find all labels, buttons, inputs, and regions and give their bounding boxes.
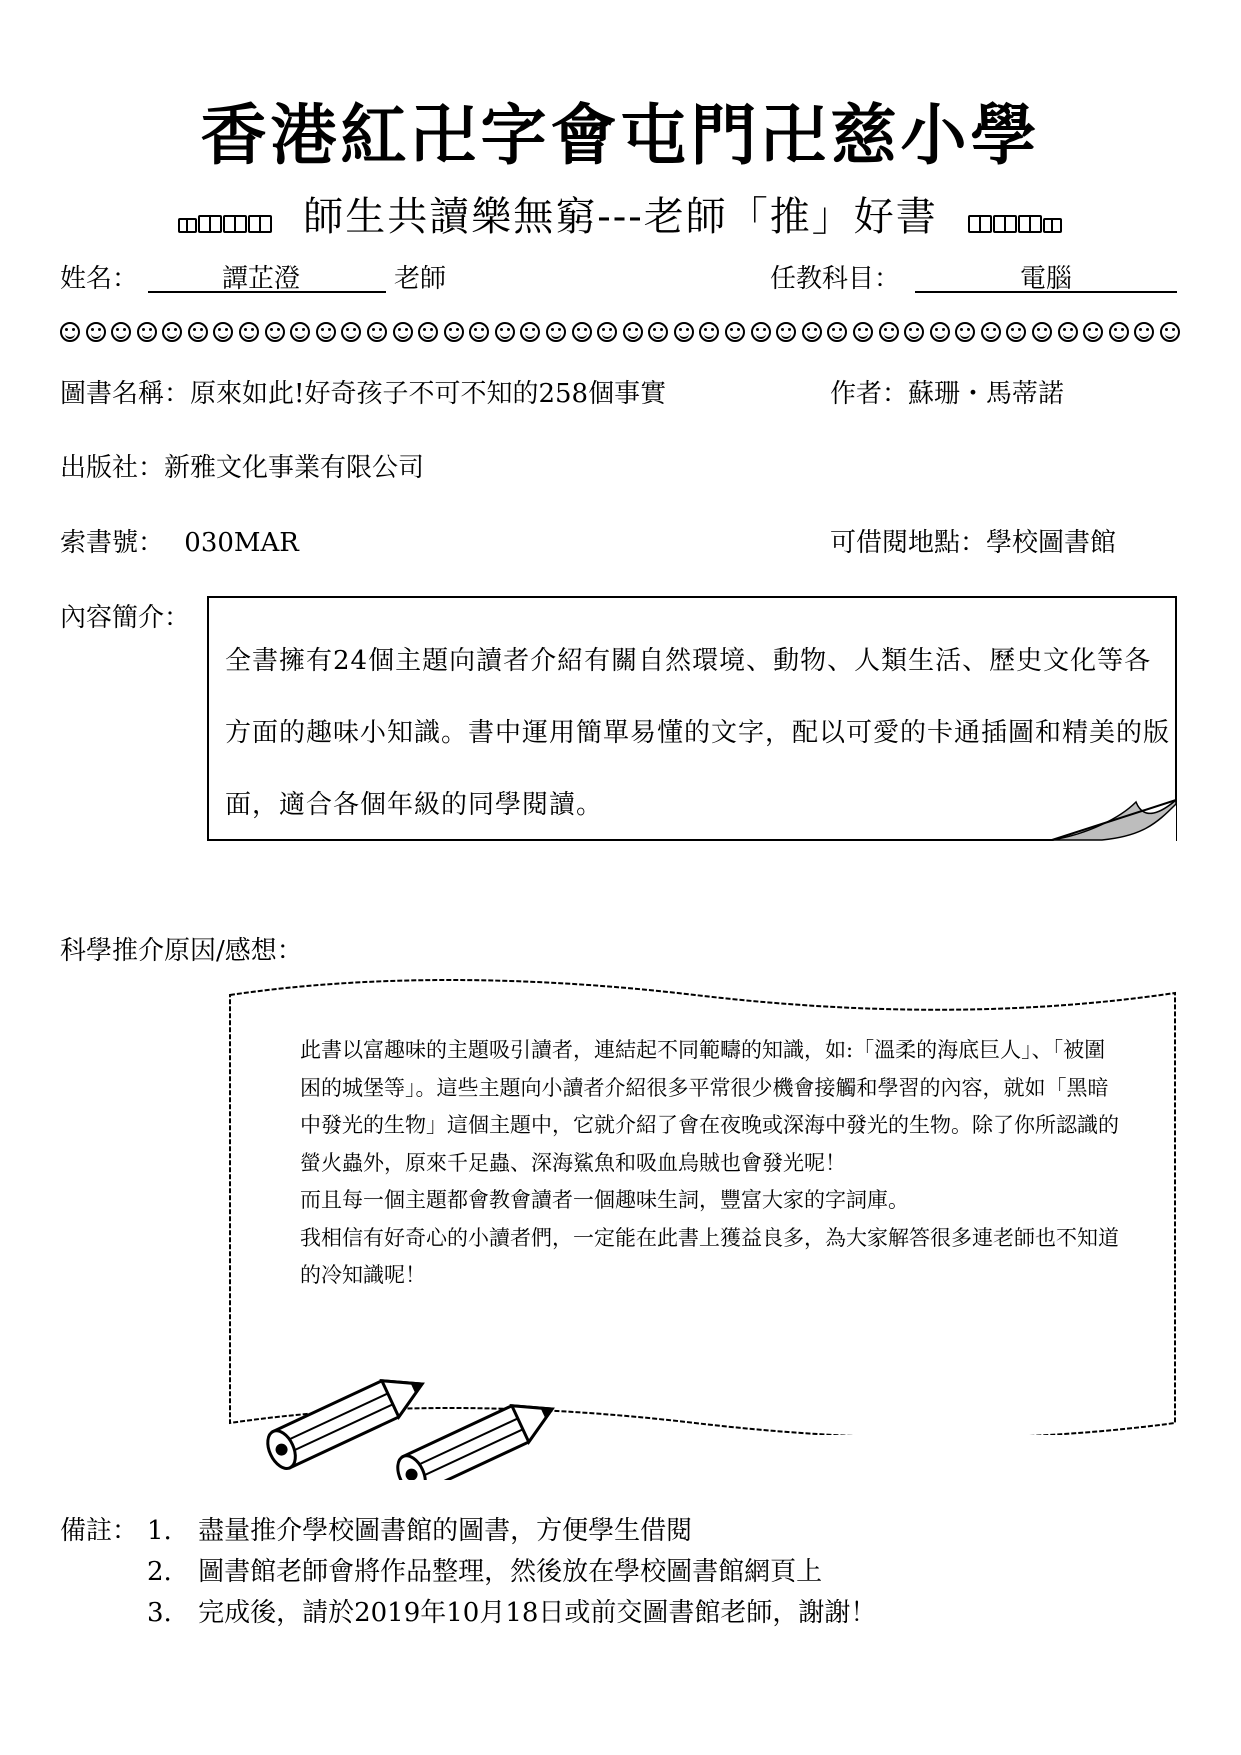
smiley-face-icon [1083,322,1103,342]
note-number: 3. [147,1598,172,1628]
smiley-face-icon [572,322,592,342]
smiley-face-icon [853,322,873,342]
smiley-face-icon [1134,322,1154,342]
smiley-face-icon [1160,322,1180,342]
subject-label: 任教科目： [770,264,901,294]
teacher-name-label: 姓名： [60,264,139,294]
publisher-row [60,447,424,484]
smiley-face-icon [904,322,924,342]
location-row [830,522,1116,559]
smiley-face-icon [316,322,336,342]
author-label: 作者： [830,379,909,409]
book-title-row [60,373,666,410]
subtitle-row [0,185,1241,243]
smiley-face-icon [1058,322,1078,342]
note-number: 1. [147,1516,172,1546]
smiley-face-icon [495,322,515,342]
summary-label: 內容簡介： [60,603,191,633]
smiley-face-icon [1006,322,1026,342]
smiley-face-icon [623,322,643,342]
reason-paragraph-1: 此書以富趣味的主題吸引讀者，連結起不同範疇的知識，如:「溫柔的海底巨人」、「被圍困的城堡等」。這些主題向小讀者介紹很多平常很少機會接觸和學習的內容，就如「黑暗中發光的生物」這個主題中，它就介紹了會在夜晚或深海中發光的生物。除了你所認識的螢火蟲外，原來千足蟲、深海鯊魚和吸血烏賊也會發光呢！ [300,1038,1119,1175]
reason-paragraph-2: 而且每一個主題都會教會讀者一個趣味生詞，豐富大家的字詞庫。 [300,1188,909,1212]
publisher-value: 新雅文化事業有限公司 [164,453,425,483]
smiley-face-icon [751,322,771,342]
smiley-face-icon [444,322,464,342]
smiley-face-icon [520,322,540,342]
smiley-face-icon [546,322,566,342]
teacher-title-suffix: 老師 [394,264,447,294]
notes-label: 備註： [60,1516,139,1546]
smiley-face-icon [60,322,80,342]
book-title-value: 原來如此!好奇孩子不可不知的258個事實 [190,379,667,409]
smiley-face-icon [648,322,668,342]
note-text: 圖書館老師會將作品整理，然後放在學校圖書館網頁上 [198,1557,823,1587]
book-title-label: 圖書名稱： [60,379,191,409]
call-number-label: 索書號： [60,528,165,558]
reason-text [300,1032,1120,1295]
note-number: 2. [147,1557,172,1587]
smiley-face-icon [162,322,182,342]
author-value: 蘇珊・馬蒂諾 [908,379,1065,409]
note-item-2 [147,1551,822,1588]
smiley-face-icon [239,322,259,342]
smiley-face-icon [341,322,361,342]
school-name-title: 香港紅卍字會屯門卍慈小學 [200,96,1041,174]
reason-label: 科學推介原因/感想： [60,936,303,966]
location-value: 學校圖書館 [986,528,1117,558]
smiley-face-icon [265,322,285,342]
smiley-face-icon [469,322,489,342]
smiley-face-icon [776,322,796,342]
reason-paragraph-3: 我相信有好奇心的小讀者們，一定能在此書上獲益良多，為大家解答很多連老師也不知道的冷知識呢！ [300,1225,1119,1287]
smiley-face-icon [1032,322,1052,342]
smiley-face-icon [930,322,950,342]
publisher-label: 出版社： [60,453,165,483]
smiley-face-icon [674,322,694,342]
open-book-icon [178,197,273,243]
pencil-icon [255,1320,625,1480]
smiley-face-icon [725,322,745,342]
smiley-face-icon [86,322,106,342]
smiley-face-icon [879,322,899,342]
teacher-name-value: 譚芷澄 [222,264,301,294]
smiley-face-icon [137,322,157,342]
smiley-face-icon [955,322,975,342]
smiley-face-icon [981,322,1001,342]
subject-value: 電腦 [1020,264,1073,294]
subtitle: 師生共讀樂無窮---老師「推」好書 [303,194,938,240]
note-item-3 [147,1592,876,1629]
author-row [830,373,1064,410]
note-item-1 [147,1510,692,1547]
smiley-face-icon [827,322,847,342]
smiley-face-icon [802,322,822,342]
smiley-divider [60,322,1180,348]
smiley-face-icon [597,322,617,342]
smiley-face-icon [418,322,438,342]
summary-text: 全書擁有24個主題向讀者介紹有關自然環境、動物、人類生活、歷史文化等各方面的趣味小知識。書中運用簡單易懂的文字，配以可愛的卡通插圖和精美的版面，適合各個年級的同學閱讀。 [225,646,1171,820]
smiley-face-icon [111,322,131,342]
note-text: 盡量推介學校圖書館的圖書，方便學生借閱 [198,1516,693,1546]
smiley-face-icon [290,322,310,342]
smiley-face-icon [367,322,387,342]
open-book-icon [968,197,1063,243]
location-label: 可借閱地點： [830,528,987,558]
smiley-face-icon [393,322,413,342]
smiley-face-icon [699,322,719,342]
note-text: 完成後，請於2019年10月18日或前交圖書館老師，謝謝！ [198,1598,877,1628]
call-number-value: 030MAR [184,528,299,558]
call-number-row [60,522,299,559]
smiley-face-icon [188,322,208,342]
smiley-face-icon [1109,322,1129,342]
smiley-face-icon [213,322,233,342]
